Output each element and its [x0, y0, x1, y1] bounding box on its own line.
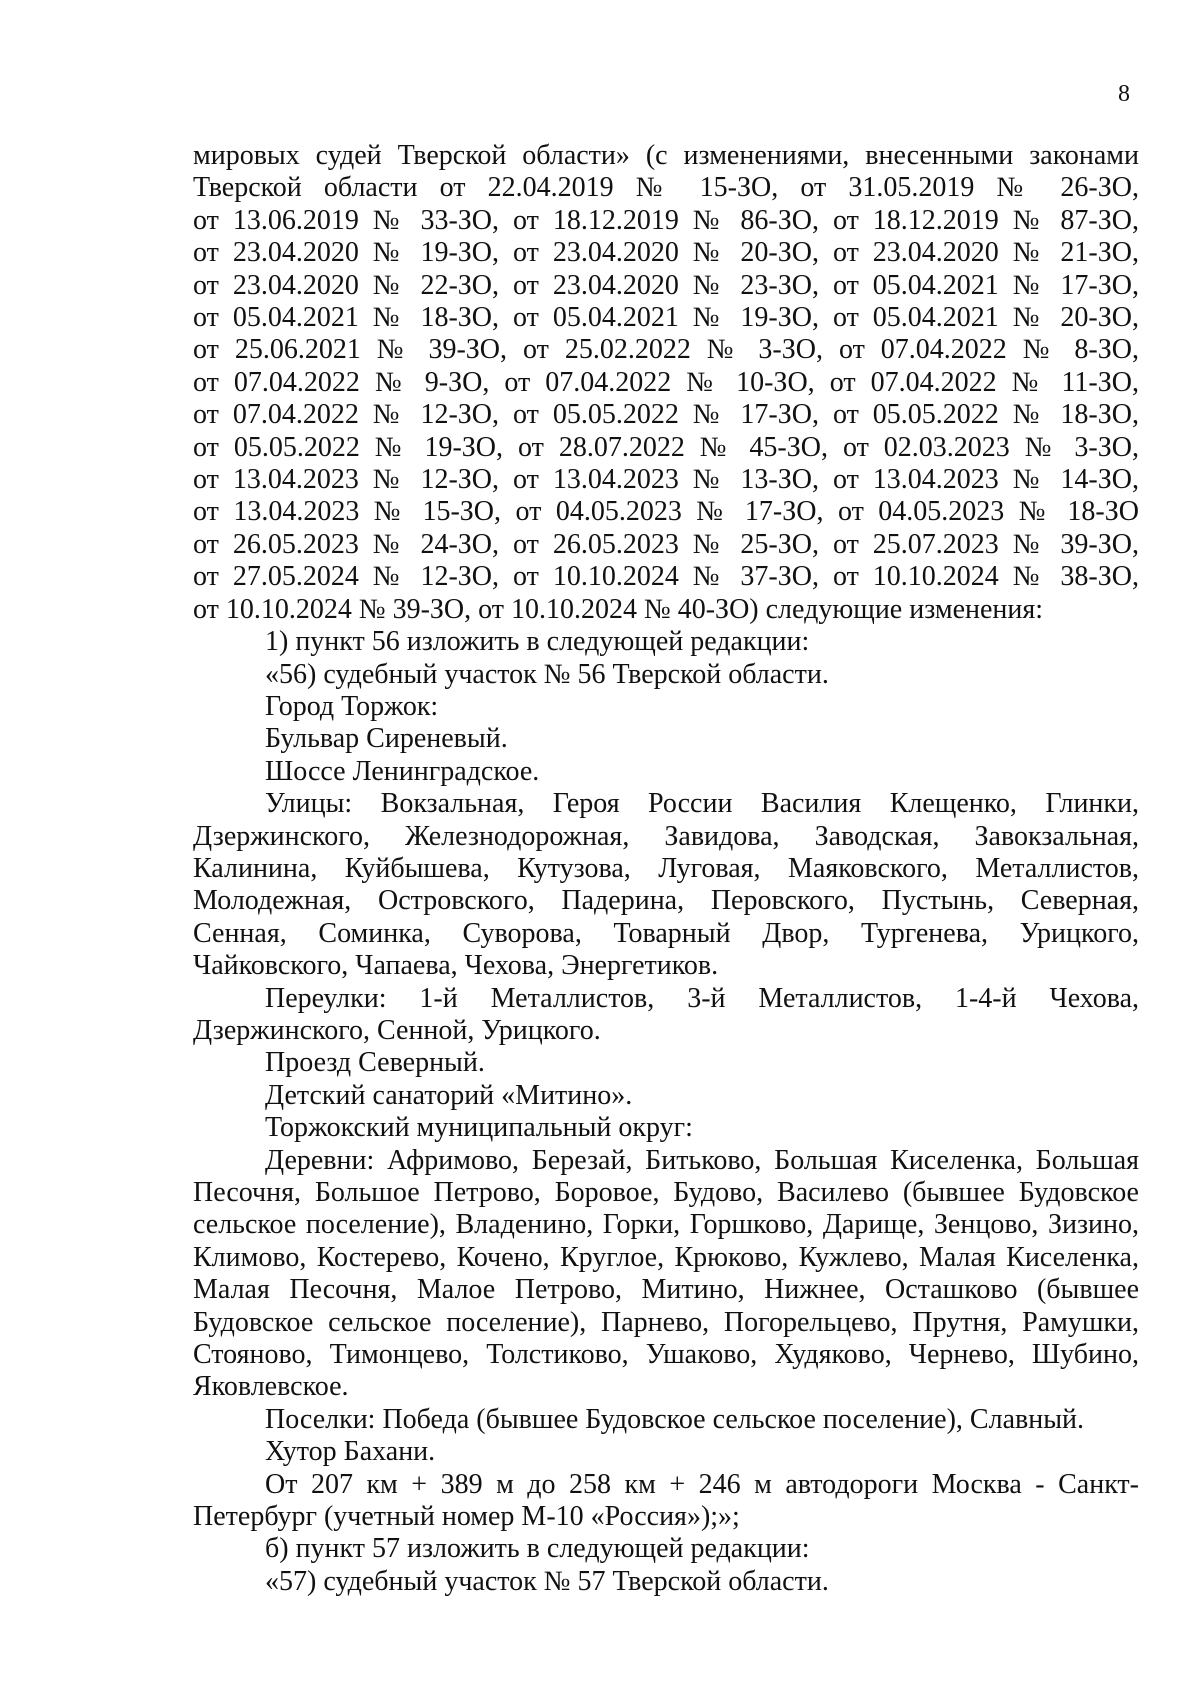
text-line: Хутор Бахани.: [265, 1436, 436, 1468]
text-line: Молодежная, Островского, Падерина, Перовского, Пустынь, Северная,: [193, 885, 1139, 917]
text-line: от 13.06.2019 № 33-ЗО, от 18.12.2019 № 86-ЗО, от 18.12.2019 № 87-ЗО,: [193, 204, 1139, 236]
text-line: сельское поселение), Владенино, Горки, Горшково, Дарище, Зенцово, Зизино,: [193, 1209, 1139, 1241]
text-line: Петербург (учетный номер М-10 «Россия»);»;: [193, 1501, 740, 1533]
document-body: [193, 140, 1139, 1598]
text-line: «56) судебный участок № 56 Тверской области.: [265, 658, 829, 690]
text-line: от 23.04.2020 № 19-ЗО, от 23.04.2020 № 20-ЗО, от 23.04.2020 № 21-ЗО,: [193, 237, 1139, 269]
text-line: Детский санаторий «Митино».: [265, 1079, 633, 1111]
text-line: От 207 км + 389 м до 258 км + 246 м автодороги Москва - Санкт-: [265, 1468, 1139, 1500]
text-line: Будовское сельское поселение), Парнево, Погорельцево, Прутня, Рамушки,: [193, 1306, 1139, 1338]
page-number: 8: [1118, 81, 1130, 107]
text-line: 1) пункт 56 изложить в следующей редакции:: [265, 626, 810, 658]
text-line: Чайковского, Чапаева, Чехова, Энергетиков.: [193, 950, 719, 982]
text-line: Город Торжок:: [265, 690, 439, 722]
text-line: Климово, Костерево, Кочено, Круглое, Крюково, Кужлево, Малая Киселенка,: [193, 1241, 1139, 1273]
text-line: от 23.04.2020 № 22-ЗО, от 23.04.2020 № 23-ЗО, от 05.04.2021 № 17-ЗО,: [193, 269, 1139, 301]
text-line: мировых судей Тверской области» (с изменениями, внесенными законами: [193, 140, 1139, 171]
text-line: от 05.05.2022 № 19-ЗО, от 28.07.2022 № 45-ЗО, от 02.03.2023 № 3-ЗО,: [193, 431, 1139, 463]
text-line: Улицы: Вокзальная, Героя России Василия Клещенко, Глинки,: [265, 788, 1139, 820]
text-line: от 10.10.2024 № 39-ЗО, от 10.10.2024 № 40-ЗО) следующие изменения:: [193, 593, 1044, 625]
text-line: Торжокский муниципальный округ:: [265, 1112, 693, 1144]
text-line: Дзержинского, Железнодорожная, Завидова, Заводская, Завокзальная,: [193, 820, 1139, 852]
text-line: Дзержинского, Сенной, Урицкого.: [193, 1014, 601, 1046]
text-line: Проезд Северный.: [265, 1047, 485, 1079]
text-line: от 05.04.2021 № 18-ЗО, от 05.04.2021 № 19-ЗО, от 05.04.2021 № 20-ЗО,: [193, 302, 1139, 334]
text-line: Калинина, Куйбышева, Кутузова, Луговая, Маяковского, Металлистов,: [193, 852, 1139, 884]
text-line: Переулки: 1-й Металлистов, 3-й Металлистов, 1-4-й Чехова,: [265, 982, 1139, 1014]
text-line: Поселки: Победа (бывшее Будовское сельское поселение), Славный.: [265, 1403, 1084, 1435]
text-line: от 26.05.2023 № 24-ЗО, от 26.05.2023 № 25-ЗО, от 25.07.2023 № 39-ЗО,: [193, 528, 1139, 560]
text-line: Деревни: Афримово, Березай, Битьково, Большая Киселенка, Большая: [265, 1144, 1139, 1176]
text-line: «57) судебный участок № 57 Тверской области.: [265, 1565, 829, 1597]
text-line: Тверской области от 22.04.2019 № 15-ЗО, от 31.05.2019 № 26-ЗО,: [193, 172, 1139, 204]
text-line: Шоссе Ленинградское.: [265, 755, 540, 787]
text-line: Песочня, Большое Петрово, Боровое, Будово, Василево (бывшее Будовское: [193, 1177, 1139, 1208]
text-line: Сенная, Соминка, Суворова, Товарный Двор, Тургенева, Урицкого,: [193, 917, 1139, 949]
text-line: Стояново, Тимонцево, Толстиково, Ушаково, Худяково, Чернево, Шубино,: [193, 1339, 1139, 1371]
text-line: от 13.04.2023 № 15-ЗО, от 04.05.2023 № 17-ЗО, от 04.05.2023 № 18-ЗО: [193, 496, 1139, 528]
text-line: от 27.05.2024 № 12-ЗО, от 10.10.2024 № 37-ЗО, от 10.10.2024 № 38-ЗО,: [193, 561, 1139, 593]
text-line: Бульвар Сиреневый.: [265, 723, 508, 755]
text-line: б) пункт 57 изложить в следующей редакции:: [265, 1533, 810, 1565]
text-line: от 13.04.2023 № 12-ЗО, от 13.04.2023 № 13-ЗО, от 13.04.2023 № 14-ЗО,: [193, 464, 1139, 496]
text-line: Яковлевское.: [193, 1371, 349, 1403]
text-line: от 07.04.2022 № 9-ЗО, от 07.04.2022 № 10-ЗО, от 07.04.2022 № 11-ЗО,: [193, 366, 1139, 398]
text-line: от 25.06.2021 № 39-ЗО, от 25.02.2022 № 3-ЗО, от 07.04.2022 № 8-ЗО,: [193, 334, 1139, 366]
text-line: от 07.04.2022 № 12-ЗО, от 05.05.2022 № 17-ЗО, от 05.05.2022 № 18-ЗО,: [193, 399, 1139, 431]
text-line: Малая Песочня, Малое Петрово, Митино, Нижнее, Осташково (бывшее: [193, 1274, 1139, 1306]
